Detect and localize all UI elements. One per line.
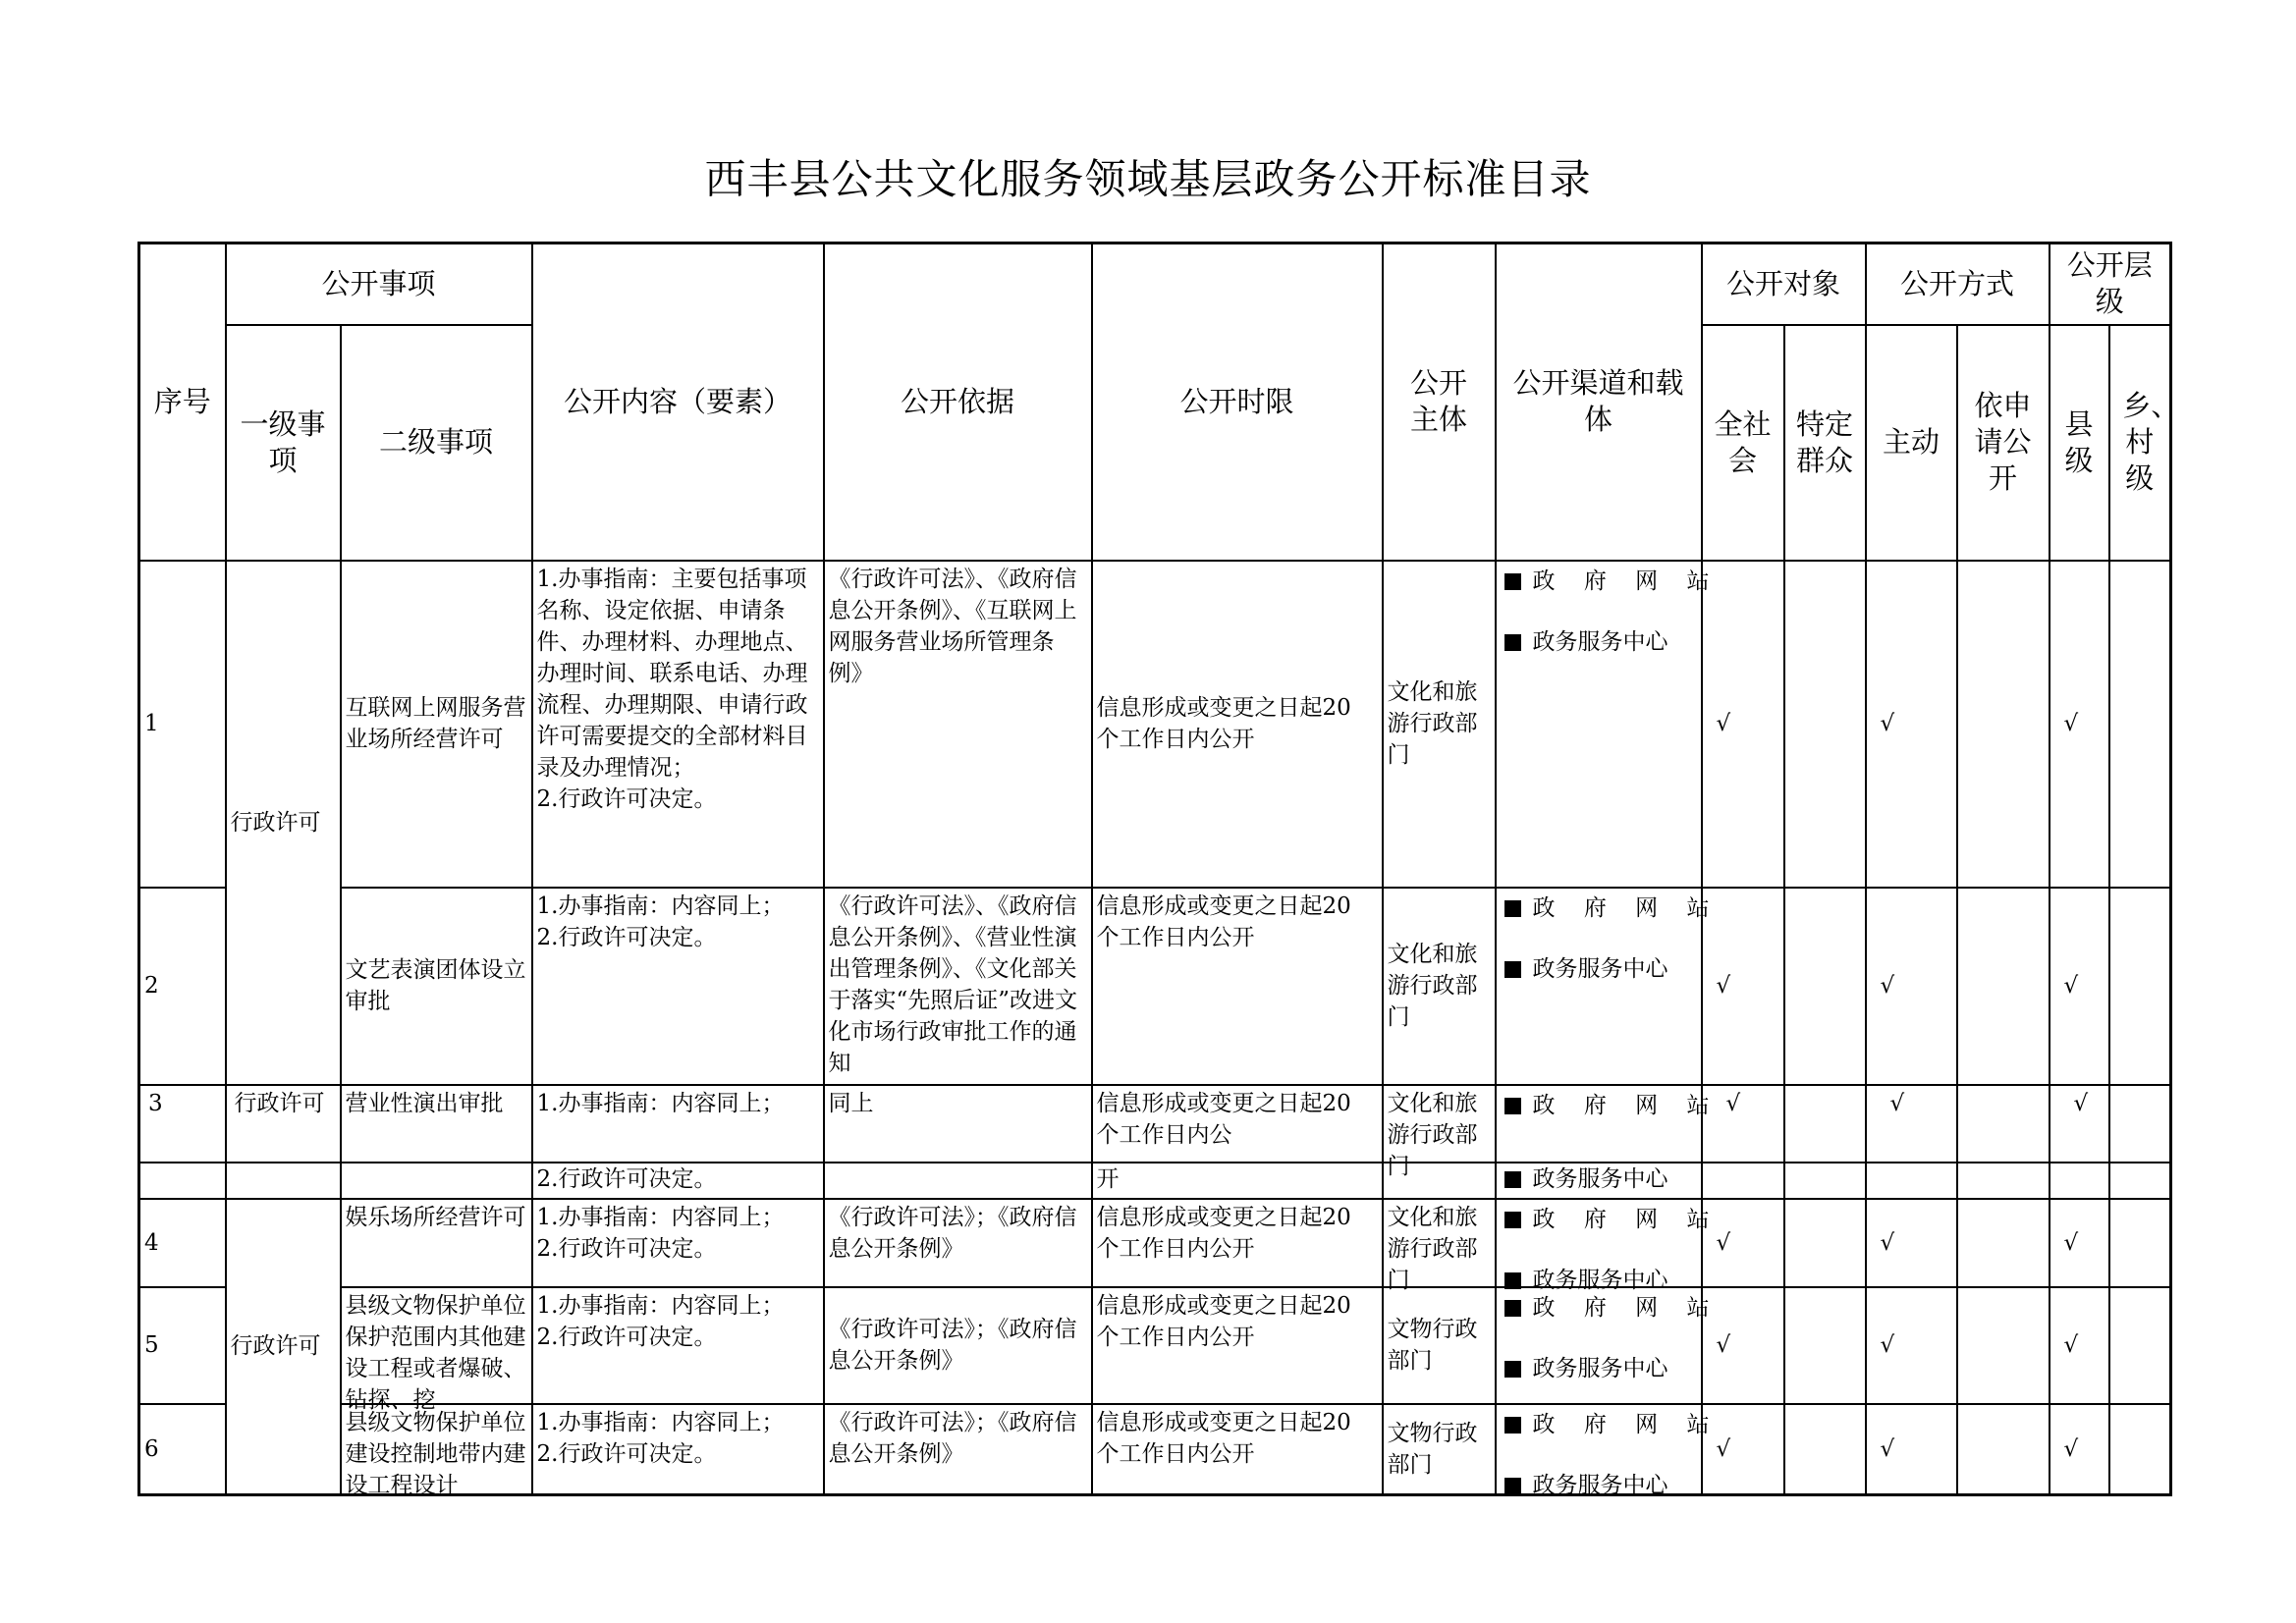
cell-seq: 6 bbox=[139, 1404, 226, 1495]
table-row bbox=[139, 561, 2171, 888]
cell-subject: 文物行政部门 bbox=[1383, 1404, 1496, 1495]
cell-content: 1.办事指南：内容同上； 2.行政许可决定。 bbox=[532, 1287, 824, 1404]
cell-channel: 政务服务中心 bbox=[1496, 1163, 1702, 1199]
cell-content: 1.办事指南：主要包括事项名称、设定依据、申请条件、办理材料、办理地点、办理时间、联系电话、办理流程、办理期限、申请行政许可需要提交的全部材料目录及办理情况； 2.行政许可决定。 bbox=[532, 561, 824, 888]
cell-level2: 营业性演出审批 bbox=[341, 1085, 532, 1163]
cell-channel: 政 府 网 站 政务服务中心 bbox=[1496, 1404, 1702, 1495]
cell-method-apply bbox=[1957, 888, 2050, 1085]
cell-seq: 5 bbox=[139, 1287, 226, 1404]
square-bullet-icon bbox=[1504, 961, 1521, 978]
header-level1: 一级事项 bbox=[226, 325, 341, 561]
cell-method-apply bbox=[1957, 1199, 2050, 1287]
cell-basis: 《行政许可法》、《政府信息公开条例》、《营业性演出管理条例》、《文化部关于落实“先照后证”改进文化市场行政审批工作的通知 bbox=[824, 888, 1092, 1085]
cell-level1-merged: 行政许可 bbox=[226, 561, 341, 1085]
cell-level1-merged: 行政许可 bbox=[226, 1199, 341, 1495]
header-method-group: 公开方式 bbox=[1866, 243, 2050, 325]
cell-channel: 政 府 网 站 政务服务中心 bbox=[1496, 888, 1702, 1085]
cell-level-county: √ bbox=[2050, 1199, 2109, 1287]
cell-level-village bbox=[2109, 1287, 2171, 1404]
cell-target-specific bbox=[1784, 1085, 1866, 1163]
cell-level-village bbox=[2109, 561, 2171, 888]
cell-level2: 文艺表演团体设立审批 bbox=[341, 888, 532, 1085]
cell-basis: 《行政许可法》；《政府信息公开条例》 bbox=[824, 1404, 1092, 1495]
cell-channel: 政 府 网 站 政务服务中心 bbox=[1496, 1287, 1702, 1404]
cell-target-specific bbox=[1784, 561, 1866, 888]
cell-channel: 政 府 网 站 政务服务中心 bbox=[1496, 561, 1702, 888]
cell-level2 bbox=[341, 1163, 532, 1199]
cell-seq: 4 bbox=[139, 1199, 226, 1287]
cell-target-specific bbox=[1784, 888, 1866, 1085]
cell-level-county: √ bbox=[2050, 1404, 2109, 1495]
cell-method-active: √ bbox=[1866, 1199, 1957, 1287]
cell-level-county: √ bbox=[2050, 1085, 2109, 1163]
table-row bbox=[139, 888, 2171, 1085]
cell-seq: 3 bbox=[139, 1085, 226, 1163]
cell-basis: 《行政许可法》；《政府信息公开条例》 bbox=[824, 1287, 1092, 1404]
cell-basis: 同上 bbox=[824, 1085, 1092, 1163]
cell-method-apply bbox=[1957, 1085, 2050, 1163]
cell-seq: 2 bbox=[139, 888, 226, 1085]
header-target-group: 公开对象 bbox=[1702, 243, 1866, 325]
header-seq: 序号 bbox=[139, 243, 226, 561]
square-bullet-icon bbox=[1504, 900, 1521, 917]
cell-method-active: √ bbox=[1866, 1404, 1957, 1495]
square-bullet-icon bbox=[1504, 1361, 1521, 1378]
header-method-apply: 依申请公开 bbox=[1957, 325, 2050, 561]
cell-method-active: √ bbox=[1866, 1085, 1957, 1163]
cell-subject: 文化和旅游行政部门 bbox=[1383, 561, 1496, 888]
header-level2: 二级事项 bbox=[341, 325, 532, 561]
cell-subject: 文化和旅游行政部门 bbox=[1383, 1085, 1496, 1163]
header-target-all: 全社会 bbox=[1702, 325, 1784, 561]
cell-basis: 《行政许可法》；《政府信息公开条例》 bbox=[824, 1199, 1092, 1287]
header-level-county: 县级 bbox=[2050, 325, 2109, 561]
header-level-group: 公开层级 bbox=[2050, 243, 2171, 325]
cell-target-all: √ bbox=[1702, 1404, 1784, 1495]
cell-level2: 县级文物保护单位建设控制地带内建设工程设计 bbox=[341, 1404, 532, 1495]
cell-subject: 文化和旅游行政部门 bbox=[1383, 888, 1496, 1085]
cell-target-all: √ bbox=[1702, 888, 1784, 1085]
cell-time-limit: 信息形成或变更之日起20 个工作日内公开 bbox=[1092, 1404, 1383, 1495]
cell-content: 1.办事指南：内容同上； 2.行政许可决定。 bbox=[532, 1404, 824, 1495]
header-subject: 公开主体 bbox=[1383, 243, 1496, 561]
cell-basis bbox=[824, 1163, 1092, 1199]
cell-level2: 互联网上网服务营业场所经营许可 bbox=[341, 561, 532, 888]
cell-level1: 行政许可 bbox=[226, 1085, 341, 1163]
cell-target-all: √ bbox=[1702, 1287, 1784, 1404]
cell-method-apply bbox=[1957, 1287, 2050, 1404]
table-row bbox=[139, 1085, 2171, 1163]
page-title: 西丰县公共文化服务领域基层政务公开标准目录 bbox=[704, 155, 1592, 203]
cell-target-specific bbox=[1784, 1287, 1866, 1404]
square-bullet-icon bbox=[1504, 1300, 1521, 1317]
square-bullet-icon bbox=[1504, 1272, 1521, 1289]
header-level-village: 乡、村级 bbox=[2109, 325, 2171, 561]
cell-subject: 文物行政部门 bbox=[1383, 1287, 1496, 1404]
cell-level2: 县级文物保护单位保护范围内其他建设工程或者爆破、钻探、挖 bbox=[341, 1287, 532, 1404]
cell-target-specific bbox=[1784, 1199, 1866, 1287]
cell-method-apply bbox=[1957, 1404, 2050, 1495]
square-bullet-icon bbox=[1504, 1171, 1521, 1188]
cell-time-limit: 信息形成或变更之日起20 个工作日内公开 bbox=[1092, 561, 1383, 888]
cell-target-all: √ bbox=[1702, 1085, 1784, 1163]
cell-basis: 《行政许可法》、《政府信息公开条例》、《互联网上网服务营业场所管理条例》 bbox=[824, 561, 1092, 888]
cell-seq bbox=[139, 1163, 226, 1199]
cell-method-active: √ bbox=[1866, 888, 1957, 1085]
cell-time-limit: 信息形成或变更之日起20 个工作日内公 bbox=[1092, 1085, 1383, 1163]
table-row bbox=[139, 1199, 2171, 1287]
cell-content: 1.办事指南：内容同上； 2.行政许可决定。 bbox=[532, 888, 824, 1085]
table-row bbox=[139, 1163, 2171, 1199]
cell-target-all: √ bbox=[1702, 561, 1784, 888]
header-channel: 公开渠道和载体 bbox=[1496, 243, 1702, 561]
header-target-specific: 特定群众 bbox=[1784, 325, 1866, 561]
square-bullet-icon bbox=[1504, 1212, 1521, 1228]
cell-method-active: √ bbox=[1866, 1287, 1957, 1404]
cell-channel: 政 府 网 站 bbox=[1496, 1085, 1702, 1163]
cell-target-all: √ bbox=[1702, 1199, 1784, 1287]
disclosure-table bbox=[137, 242, 2180, 1498]
header-time-limit: 公开时限 bbox=[1092, 243, 1383, 561]
cell-time-limit: 信息形成或变更之日起20 个工作日内公开 bbox=[1092, 1199, 1383, 1287]
cell-time-limit: 开 bbox=[1092, 1163, 1383, 1199]
square-bullet-icon bbox=[1504, 634, 1521, 651]
cell-seq: 1 bbox=[139, 561, 226, 888]
cell-level-village bbox=[2109, 1404, 2171, 1495]
cell-target-specific bbox=[1784, 1404, 1866, 1495]
cell-content: 2.行政许可决定。 bbox=[532, 1163, 824, 1199]
cell-level-county: √ bbox=[2050, 888, 2109, 1085]
square-bullet-icon bbox=[1504, 1417, 1521, 1434]
header-content: 公开内容（要素） bbox=[532, 243, 824, 561]
cell-time-limit: 信息形成或变更之日起20 个工作日内公开 bbox=[1092, 1287, 1383, 1404]
cell-level-county: √ bbox=[2050, 561, 2109, 888]
square-bullet-icon bbox=[1504, 1098, 1521, 1114]
cell-method-apply bbox=[1957, 561, 2050, 888]
table-row bbox=[139, 1404, 2171, 1495]
cell-content: 1.办事指南：内容同上； bbox=[532, 1085, 824, 1163]
cell-level2: 娱乐场所经营许可 bbox=[341, 1199, 532, 1287]
cell-time-limit: 信息形成或变更之日起20 个工作日内公开 bbox=[1092, 888, 1383, 1085]
header-method-active: 主动 bbox=[1866, 325, 1957, 561]
cell-level-village bbox=[2109, 1199, 2171, 1287]
cell-subject: 文化和旅游行政部门 bbox=[1383, 1199, 1496, 1287]
cell-level1 bbox=[226, 1163, 341, 1199]
header-items-group: 公开事项 bbox=[226, 243, 532, 325]
cell-method-active: √ bbox=[1866, 561, 1957, 888]
cell-channel: 政 府 网 站 政务服务中心 bbox=[1496, 1199, 1702, 1287]
cell-content: 1.办事指南：内容同上； 2.行政许可决定。 bbox=[532, 1199, 824, 1287]
table-row bbox=[139, 1287, 2171, 1404]
cell-level-village bbox=[2109, 1085, 2171, 1163]
square-bullet-icon bbox=[1504, 573, 1521, 590]
cell-level-village bbox=[2109, 888, 2171, 1085]
square-bullet-icon bbox=[1504, 1478, 1521, 1494]
cell-level-county: √ bbox=[2050, 1287, 2109, 1404]
header-basis: 公开依据 bbox=[824, 243, 1092, 561]
